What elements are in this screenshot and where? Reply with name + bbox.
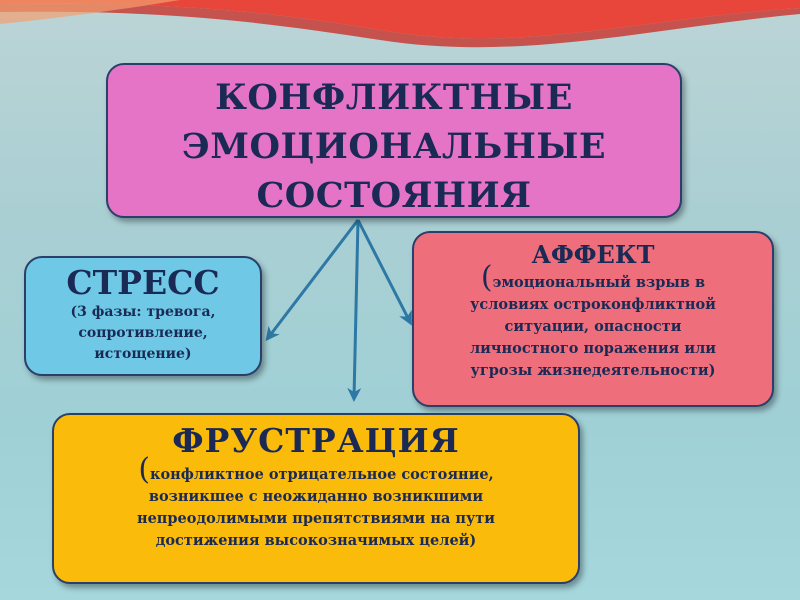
stress-desc-line3: истощение) (94, 346, 192, 362)
main-title-line3: СОСТОЯНИЯ (256, 175, 532, 216)
main-title-line1: КОНФЛИКТНЫЕ (215, 77, 573, 118)
frustration-desc-line1 (54, 452, 578, 487)
frustration-desc-line3: непреодолимыми препятствиями на пути (136, 510, 496, 527)
main-topic-box (106, 63, 682, 218)
affect-desc-line2: условиях остроконфликтной (470, 296, 716, 313)
stress-box (24, 256, 262, 376)
stress-title: СТРЕСС (66, 263, 220, 302)
affect-desc-line4: личностного поражения или (469, 340, 717, 357)
frustration-desc-line1-text: конфликтное отрицательное состояние, (150, 466, 494, 483)
affect-desc-line3: ситуации, опасности (504, 318, 682, 335)
frustration-desc-line2: возникшее с неожиданно возникшими (148, 488, 484, 505)
affect-desc-line1 (414, 260, 772, 295)
frustration-desc-line4: достижения высокозначимых целей) (155, 532, 477, 549)
frustration-title: ФРУСТРАЦИЯ (172, 421, 460, 460)
affect-desc-line1-text: эмоциональный взрыв в (492, 274, 706, 291)
affect-open-paren: ( (480, 260, 493, 295)
frustration-box (52, 413, 580, 584)
main-title-line2: ЭМОЦИОНАЛЬНЫЕ (181, 126, 607, 167)
affect-title: АФФЕКТ (531, 240, 655, 269)
stress-desc-line2: сопротивление, (78, 325, 208, 341)
stress-desc-line1: (3 фазы: тревога, (70, 304, 216, 320)
frustration-open-paren: ( (138, 452, 151, 487)
affect-box (412, 231, 774, 407)
affect-desc-line5: угрозы жизнедеятельности) (470, 362, 716, 379)
